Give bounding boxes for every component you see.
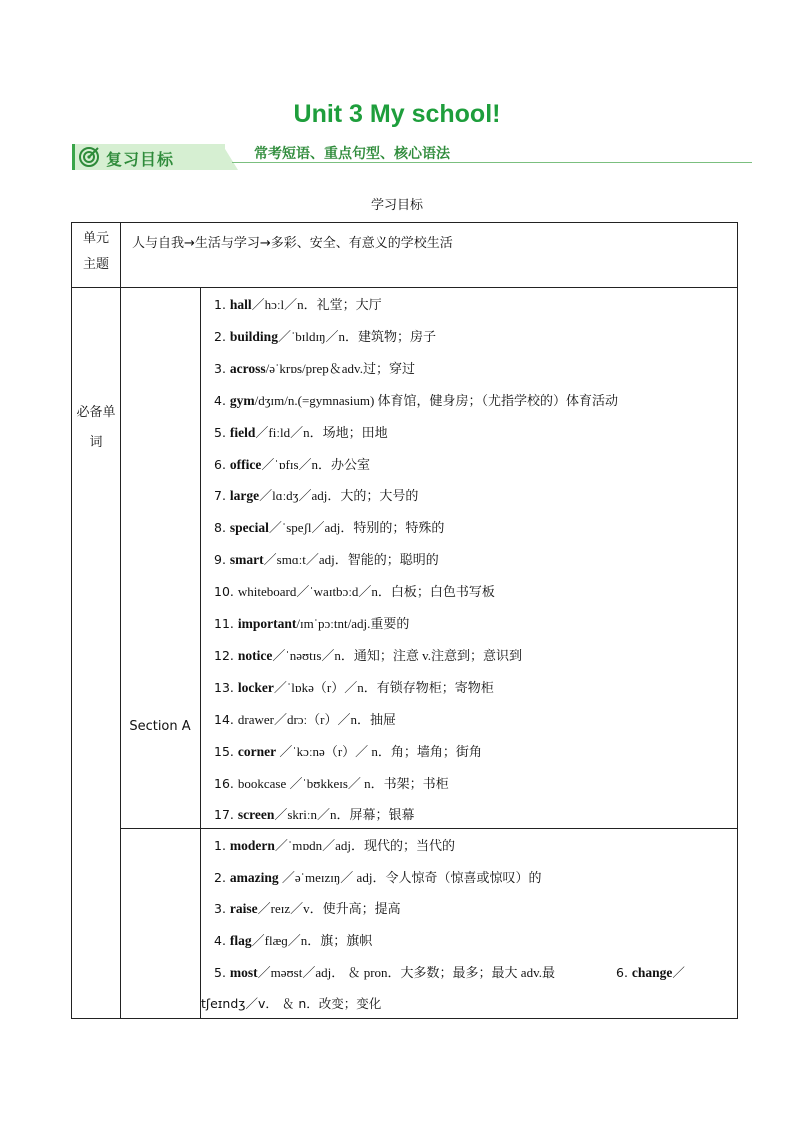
banner-arrow — [222, 144, 238, 170]
target-icon — [78, 146, 100, 168]
section-a-label: Section A — [129, 719, 191, 734]
vocab-item — [214, 358, 734, 377]
vocab-item — [214, 773, 734, 792]
vocab-word: special — [229, 520, 269, 536]
vocab-word: large — [229, 488, 260, 504]
vocab-definition: ／fiːld／n．场地；田地 — [255, 424, 388, 440]
vocab-definition: /əˈkrɒs/prep＆adv.过；穿过 — [265, 360, 415, 376]
theme-label-line2: 主题 — [82, 257, 109, 272]
vocab-definition: ／ˈspeʃl／adj．特别的；特殊的 — [268, 520, 445, 536]
vocab-item — [214, 326, 734, 345]
vocab-item — [214, 930, 734, 949]
row-divider — [72, 287, 737, 288]
vocab-number: 3. — [214, 901, 230, 917]
vocab-number: 4. — [214, 392, 230, 408]
vocab-definition: ／məʊst／adj． ＆ pron．大多数；最多；最大 adv.最 — [257, 964, 555, 980]
vocab-definition: ／skriːn／n．屏幕；银幕 — [274, 807, 415, 823]
vocab-item — [214, 581, 734, 600]
vocab-word: most — [229, 964, 258, 980]
vocab-word: hall — [229, 297, 252, 312]
vocab-definition: bookcase ／ˈbʊkkeɪs／ n．书架；书柜 — [237, 775, 449, 791]
vocab-number: 13. — [214, 679, 238, 695]
vocab-definition: ／ˈbɪldɪŋ／n．建筑物；房子 — [277, 328, 437, 344]
vocab-word: building — [229, 328, 278, 344]
vocab-item — [214, 898, 734, 917]
page-title: Unit 3 My school! — [293, 100, 501, 128]
vocab-number: 7. — [214, 488, 230, 504]
banner-label: 复习目标 — [106, 150, 175, 169]
vocab-number: 4. — [214, 933, 230, 949]
vocab-word: smart — [229, 552, 264, 568]
table-caption: 学习目标 — [370, 198, 423, 213]
vocab-definition: ／reɪz／v．使升高；提高 — [257, 901, 401, 917]
vocab-word: field — [229, 424, 256, 440]
vocab-item — [214, 485, 734, 504]
vocab-item — [214, 390, 734, 409]
vocab-definition: ／ˈkɔːnə（r）／ n．角；墙角；街角 — [276, 743, 482, 759]
vocab-item — [214, 613, 734, 632]
vocab-word: important — [237, 616, 297, 631]
vocab-number: 16. — [214, 775, 238, 791]
vocab-number: 6. — [616, 965, 632, 980]
col-divider — [120, 223, 121, 1018]
vocab-number: 14. — [214, 711, 238, 727]
vocab-item — [214, 454, 734, 473]
review-goals-banner — [72, 140, 752, 172]
vocab-item — [214, 677, 734, 696]
section-divider — [120, 828, 737, 829]
col-divider — [200, 287, 201, 1018]
vocab-word: office — [229, 456, 262, 472]
vocab-word: corner — [237, 743, 277, 759]
vocab-definition: ／ˈmɒdn／adj．现代的；当代的 — [274, 838, 456, 853]
banner-subtitle: 常考短语、重点句型、核心语法 — [254, 146, 450, 162]
vocab-number: 5. — [214, 424, 230, 440]
vocab-definition: ／hɔːl／n．礼堂；大厅 — [251, 297, 382, 312]
vocab-label-line2: 词 — [89, 435, 103, 450]
vocab-number: 1. — [214, 297, 230, 312]
vocab-definition: ／flæɡ／n．旗；旗帜 — [251, 933, 373, 949]
vocab-word: gym — [229, 392, 255, 408]
vocab-word: change — [631, 965, 673, 980]
vocab-item — [214, 549, 734, 568]
vocab-number: 15. — [214, 743, 238, 759]
vocab-number: 12. — [214, 647, 238, 663]
vocab-word: raise — [229, 901, 258, 917]
vocab-word: notice — [237, 647, 273, 663]
vocab-definition: ／ˈnəʊtɪs／n．通知；注意 v.注意到；意识到 — [272, 647, 523, 663]
vocab-definition: ／smɑːt／adj．智能的；聪明的 — [263, 552, 439, 568]
vocab-definition: ／ˈɒfɪs／n．办公室 — [261, 456, 371, 472]
vocab-item — [214, 517, 734, 536]
vocab-word: flag — [229, 933, 252, 949]
vocab-item — [214, 294, 734, 313]
vocab-definition: /ɪmˈpɔːtnt/adj.重要的 — [296, 616, 410, 631]
vocab-item — [214, 741, 734, 760]
theme-label-line1: 单元 — [82, 231, 109, 246]
vocab-number: 2. — [214, 869, 230, 885]
vocab-definition: whiteboard／ˈwaɪtbɔːd／n．白板；白色书写板 — [237, 584, 495, 600]
theme-content: 人与自我→生活与学习→多彩、安全、有意义的学校生活 — [132, 236, 453, 251]
vocab-definition: /dʒɪm/n.(=gymnasium) 体育馆，健身房；（尤指学校的）体育活动 — [254, 392, 619, 408]
vocab-definition: drawer／drɔː（r）／n．抽屉 — [237, 711, 396, 727]
vocab-word: modern — [229, 838, 275, 853]
vocab-item — [214, 709, 734, 728]
vocab-item — [214, 645, 734, 664]
vocab-word: across — [229, 360, 266, 376]
vocab-number: 5. — [214, 964, 230, 980]
vocab-word: amazing — [229, 869, 279, 885]
vocab-word: screen — [237, 807, 275, 823]
vocab-definition: ／lɑːdʒ／adj．大的；大号的 — [259, 488, 419, 504]
vocab-number: 10. — [214, 584, 238, 600]
vocab-number: 6. — [214, 456, 230, 472]
vocab-item — [214, 804, 734, 823]
vocab-number: 11. — [214, 616, 238, 631]
vocab-number: 2. — [214, 328, 230, 344]
vocab-number: 17. — [214, 807, 238, 823]
vocab-item — [214, 422, 734, 441]
vocab-item — [214, 867, 734, 886]
vocab-word: locker — [237, 679, 274, 695]
vocab-definition: ／əˈmeɪzɪŋ／ adj．令人惊奇（惊喜或惊叹）的 — [278, 869, 542, 885]
vocab-label — [72, 403, 120, 453]
vocab-number: 8. — [214, 520, 230, 536]
vocab-definition: ／ — [672, 965, 685, 980]
vocab-label-line1: 必备单 — [76, 405, 116, 420]
vocab-number: 3. — [214, 360, 230, 376]
vocab-continuation: tʃeɪndʒ／v． ＆ n．改变；变化 — [201, 996, 382, 1011]
vocab-number: 9. — [214, 552, 230, 568]
vocab-number: 1. — [214, 838, 230, 853]
theme-label — [72, 229, 120, 275]
vocab-item — [214, 835, 734, 854]
vocab-definition: ／ˈlɒkə（r）／n．有锁存物柜；寄物柜 — [273, 679, 494, 695]
vocab-item — [616, 963, 685, 981]
